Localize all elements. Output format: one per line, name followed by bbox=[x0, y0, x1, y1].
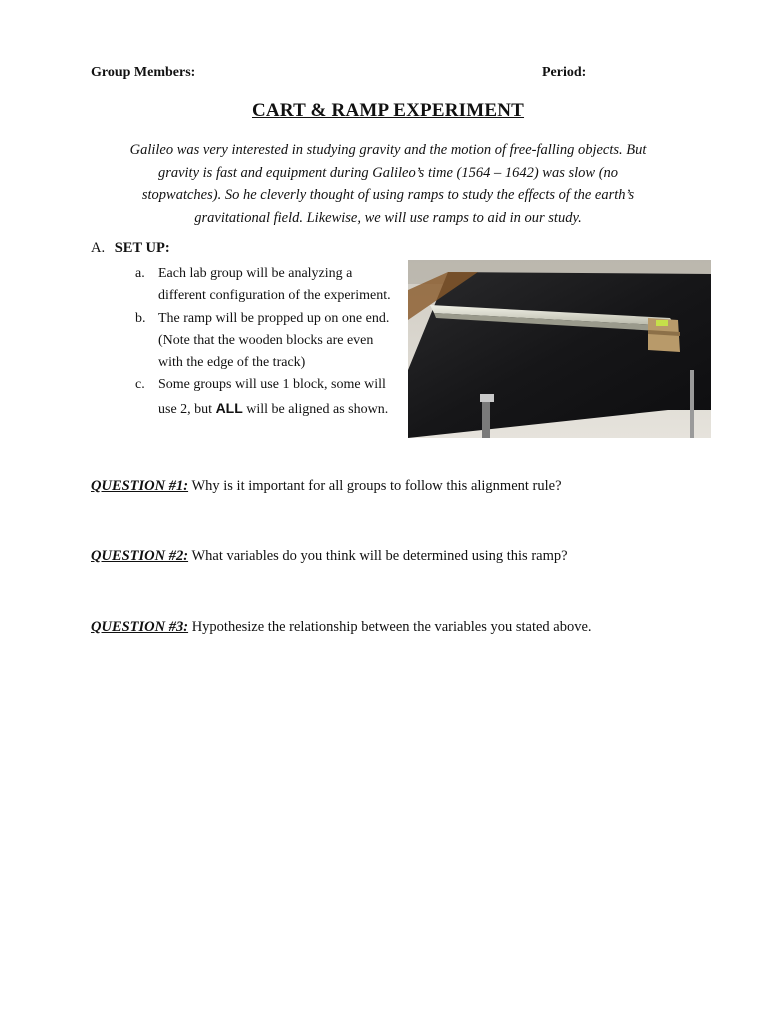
table-leg bbox=[482, 396, 490, 438]
ramp-photo-image bbox=[408, 260, 711, 438]
intro-paragraph bbox=[92, 139, 684, 229]
question-text: What variables do you think will be determined using this ramp? bbox=[188, 548, 568, 564]
list-item bbox=[135, 308, 400, 375]
intro-line: gravity is fast and equipment during Galileo’s time (1564 – 1642) was slow (no bbox=[157, 164, 619, 181]
list-item-text: The ramp will be propped up on one end. (Note that the wooden blocks are even with the edge of the track) bbox=[158, 310, 390, 371]
page-title: CART & RAMP EXPERIMENT bbox=[251, 100, 525, 121]
question-label: QUESTION #3: bbox=[91, 619, 189, 635]
list-item bbox=[135, 374, 400, 421]
section-label: SET UP: bbox=[114, 240, 170, 256]
list-marker: a. bbox=[135, 266, 145, 281]
list-marker: c. bbox=[135, 377, 145, 393]
question-2 bbox=[91, 548, 568, 565]
question-3 bbox=[91, 619, 592, 636]
section-a-heading bbox=[91, 240, 170, 257]
list-item-text: Each lab group will be analyzing a different configuration of the experiment. bbox=[158, 266, 391, 304]
question-label: QUESTION #2: bbox=[91, 548, 189, 564]
table-leg bbox=[690, 370, 694, 438]
emphasis-all: ALL bbox=[215, 399, 243, 416]
intro-line: gravitational field. Likewise, we will use ramps to aid in our study. bbox=[194, 209, 582, 226]
question-1 bbox=[91, 478, 562, 495]
question-label: QUESTION #1: bbox=[91, 478, 189, 494]
list-item-text-part: will be aligned as shown. bbox=[242, 401, 389, 417]
list-marker: b. bbox=[135, 310, 146, 326]
group-members-label: Group Members: bbox=[91, 65, 196, 80]
table-foot bbox=[480, 394, 494, 402]
period-label: Period: bbox=[542, 65, 587, 80]
ramp-photo bbox=[408, 260, 711, 438]
setup-list bbox=[135, 263, 400, 421]
list-item bbox=[135, 263, 400, 308]
intro-line: Galileo was very interested in studying gravity and the motion of free-falling objects. But bbox=[129, 142, 647, 158]
cart-label bbox=[656, 320, 668, 326]
intro-line: stopwatches). So he cleverly thought of using ramps to study the effects of the earth’s bbox=[141, 187, 635, 203]
list-item-text bbox=[158, 374, 400, 421]
list-item-text-part: Some groups will use 1 block, some will use 2, but bbox=[158, 377, 386, 417]
section-letter: A. bbox=[91, 240, 106, 256]
question-text: Hypothesize the relationship between the variables you stated above. bbox=[188, 619, 592, 635]
question-text: Why is it important for all groups to follow this alignment rule? bbox=[188, 478, 562, 494]
